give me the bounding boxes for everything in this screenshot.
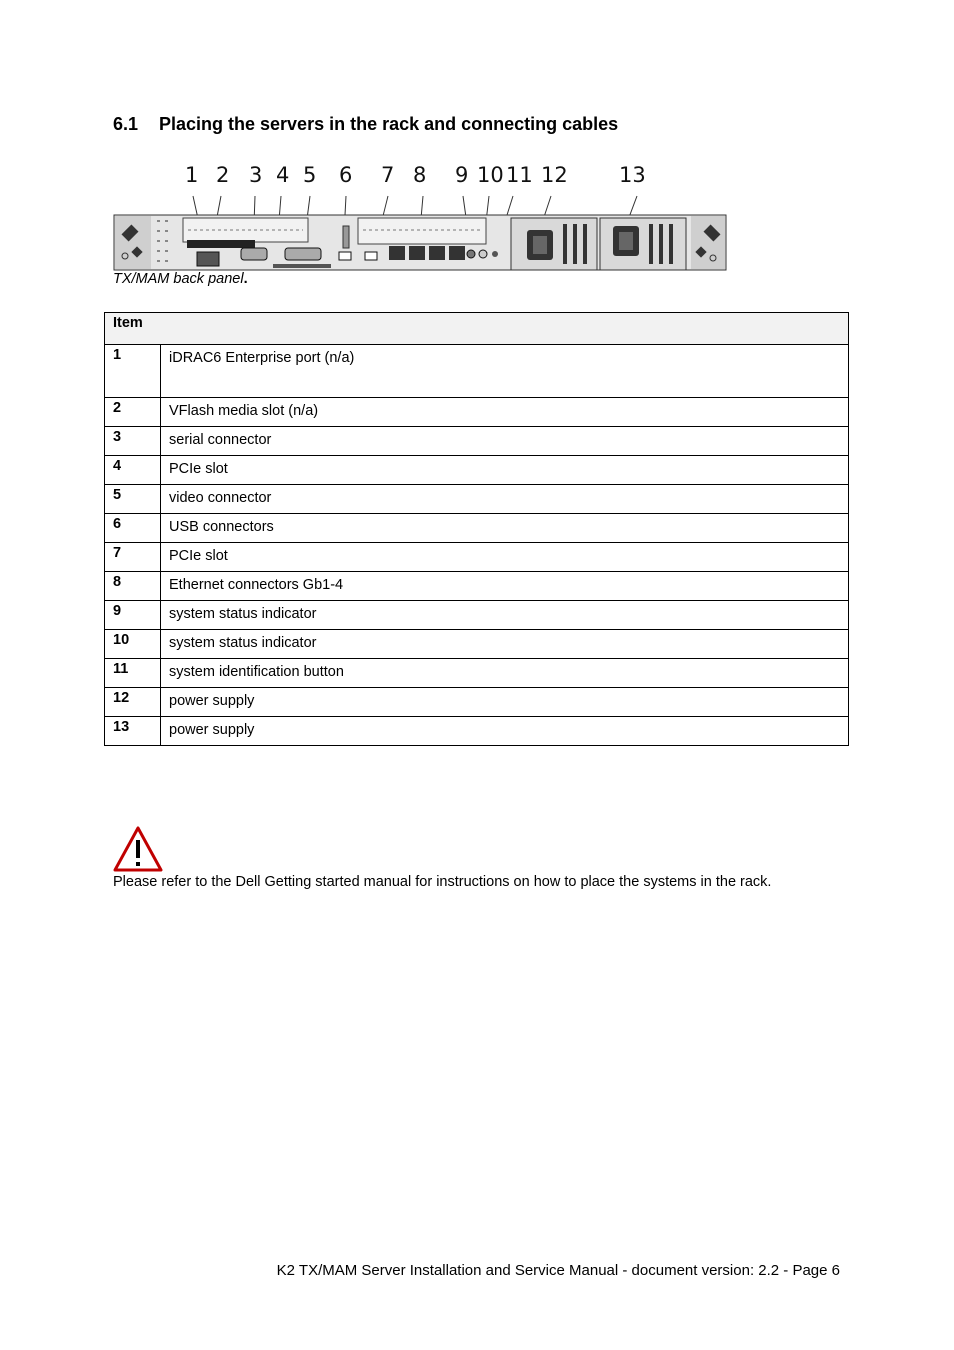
row-number: 6 [105,514,161,543]
items-table [104,312,849,746]
callout-12: 12 [541,163,568,187]
row-description: VFlash media slot (n/a) [161,398,849,427]
row-number: 5 [105,485,161,514]
row-number: 12 [105,688,161,717]
callout-4: 4 [276,163,290,187]
row-number: 3 [105,427,161,456]
table-row [105,688,849,717]
row-number: 4 [105,456,161,485]
row-number: 13 [105,717,161,746]
table-row [105,572,849,601]
table-row [105,427,849,456]
callout-3: 3 [249,163,263,187]
row-description: video connector [161,485,849,514]
table-row [105,717,849,746]
callout-7: 7 [381,163,395,187]
figure-caption [113,271,248,287]
row-number: 10 [105,630,161,659]
callout-1: 1 [185,163,199,187]
callout-10: 10 [477,163,504,187]
back-panel-figure [113,158,727,273]
table-row [105,398,849,427]
callout-13: 13 [619,163,646,187]
callout-5: 5 [303,163,317,187]
row-number: 8 [105,572,161,601]
row-description: iDRAC6 Enterprise port (n/a) [161,345,849,398]
warning-text: Please refer to the Dell Getting started manual for instructions on how to place the systems in the rack. [113,874,772,890]
section-heading [113,114,618,135]
callout-8: 8 [413,163,427,187]
warning-triangle-icon [113,826,163,872]
row-description: USB connectors [161,514,849,543]
callout-6: 6 [339,163,353,187]
table-row [105,345,849,398]
section-title: Placing the servers in the rack and connecting cables [159,114,619,134]
row-description: system identification button [161,659,849,688]
row-number: 7 [105,543,161,572]
table-header-row [105,313,849,345]
table-row [105,543,849,572]
caption-text: TX/MAM back panel [113,271,244,287]
table-row [105,514,849,543]
table-row [105,456,849,485]
row-description: PCIe slot [161,456,849,485]
callout-9: 9 [455,163,469,187]
row-description: PCIe slot [161,543,849,572]
row-number: 1 [105,345,161,398]
row-description: Ethernet connectors Gb1-4 [161,572,849,601]
row-description: power supply [161,688,849,717]
caption-suffix: . [243,271,248,287]
row-description: system status indicator [161,601,849,630]
callout-11: 11 [506,163,533,187]
table-row [105,659,849,688]
row-description: serial connector [161,427,849,456]
row-description: system status indicator [161,630,849,659]
callout-2: 2 [216,163,230,187]
table-row [105,601,849,630]
table-row [105,485,849,514]
section-number: 6.1 [113,114,139,134]
row-number: 2 [105,398,161,427]
row-number: 9 [105,601,161,630]
row-number: 11 [105,659,161,688]
table-row [105,630,849,659]
page-footer: K2 TX/MAM Server Installation and Service Manual - document version: 2.2 - Page 6 [276,1262,840,1279]
table-header-item: Item [105,313,849,345]
row-description: power supply [161,717,849,746]
